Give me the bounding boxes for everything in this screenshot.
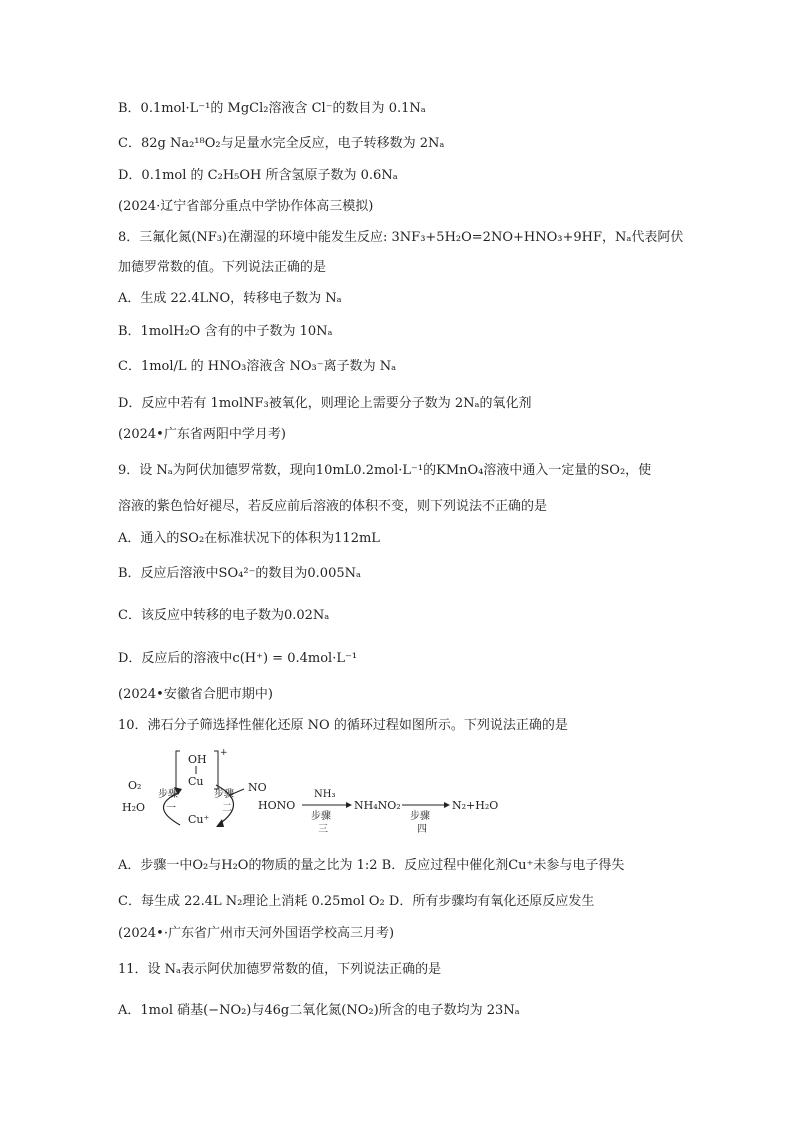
q7-option-c: C．82g Na₂¹⁸O₂与足量水完全反应，电子转移数为 2Nₐ xyxy=(118,136,445,151)
source-q10: (2024•安徽省合肥市期中) xyxy=(118,687,273,702)
hono-label: HONO xyxy=(258,799,296,812)
source-q9: (2024•广东省两阳中学月考) xyxy=(118,427,286,442)
q9-option-d: D．反应后的溶液中c(H⁺) = 0.4mol·L⁻¹ xyxy=(118,651,358,666)
step2-arrowhead xyxy=(216,819,224,827)
source-q11: (2024•·广东省广州市天河外国语学校高三月考) xyxy=(118,926,395,941)
source-q8: (2024·辽宁省部分重点中学协作体高三模拟) xyxy=(118,199,374,214)
q8-option-d: D．反应中若有 1molNF₃被氧化，则理论上需要分子数为 2Nₐ的氧化剂 xyxy=(118,396,532,411)
q9-stem-cont: 溶液的紫色恰好褪尽，若反应前后溶液的体积不变，则下列说法不正确的是 xyxy=(118,499,548,514)
step2-label-bottom: 二 xyxy=(222,803,232,814)
step3-arrowhead xyxy=(346,802,352,808)
no-label: NO xyxy=(248,781,267,794)
h2o-label: H₂O xyxy=(122,801,146,814)
nh4no2-label: NH₄NO₂ xyxy=(354,799,401,812)
complex-bracket-right xyxy=(214,751,218,789)
q11-option-a: A．1mol 硝基(−NO₂)与46g二氧化氮(NO₂)所含的电子数均为 23Nₐ xyxy=(118,1003,520,1018)
q7-option-d: D．0.1mol 的 C₂H₅OH 所含氢原子数为 0.6Nₐ xyxy=(118,168,398,183)
catalytic-cycle-diagram xyxy=(118,745,498,835)
q9-stem: 9．设 Nₐ为阿伏加德罗常数，现向10mL0.2mol·L⁻¹的KMnO₄溶液中通入一定量的SO₂，使 xyxy=(118,463,652,478)
step3-label-top: 步骤 xyxy=(311,811,331,822)
q10-options-cd: C．每生成 22.4L N₂理论上消耗 0.25mol O₂ D．所有步骤均有氧化还原反应发生 xyxy=(118,894,595,909)
q9-option-a: A．通入的SO₂在标准状况下的体积为112mL xyxy=(118,531,380,546)
q8-option-b: B．1molH₂O 含有的中子数为 10Nₐ xyxy=(118,324,333,339)
q11-stem: 11．设 Nₐ表示阿伏加德罗常数的值，下列说法正确的是 xyxy=(118,962,442,977)
oh-label: OH xyxy=(188,753,207,766)
q10-stem: 10．沸石分子筛选择性催化还原 NO 的循环过程如图所示。下列说法正确的是 xyxy=(118,718,568,733)
cu-label: Cu xyxy=(188,775,204,788)
q8-option-c: C．1mol/L 的 HNO₃溶液含 NO₃⁻离子数为 Nₐ xyxy=(118,359,397,374)
product-label: N₂+H₂O xyxy=(452,799,498,812)
step3-label-bottom: 三 xyxy=(318,824,328,835)
cu-plus-label: Cu⁺ xyxy=(188,813,210,826)
q7-option-b: B．0.1mol·L⁻¹的 MgCl₂溶液含 Cl⁻的数目为 0.1Nₐ xyxy=(118,101,426,116)
complex-bracket-left xyxy=(176,751,180,789)
step4-label-top: 步骤 xyxy=(410,811,430,822)
step1-label-top: 步骤 xyxy=(158,789,178,800)
step2-label-top: 步骤 xyxy=(214,789,234,800)
q9-option-c: C．该反应中转移的电子数为0.02Nₐ xyxy=(118,608,330,623)
q8-option-a: A．生成 22.4LNO，转移电子数为 Nₐ xyxy=(118,291,342,306)
q9-option-b: B．反应后溶液中SO₄²⁻的数目为0.005Nₐ xyxy=(118,566,362,581)
step4-arrowhead xyxy=(444,802,450,808)
complex-charge: + xyxy=(220,748,228,758)
q8-stem: 8．三氟化氮(NF₃)在潮湿的环境中能发生反应: 3NF₃+5H₂O=2NO+HNO₃+9HF，Nₐ代表阿伏 xyxy=(118,230,684,245)
q8-stem-cont: 加德罗常数的值。下列说法正确的是 xyxy=(118,260,327,275)
step4-label-bottom: 四 xyxy=(417,824,427,835)
nh3-label: NH₃ xyxy=(314,789,336,800)
o2-label: O₂ xyxy=(128,779,142,792)
q10-options-ab: A．步骤一中O₂与H₂O的物质的量之比为 1:2 B．反应过程中催化剂Cu⁺未参与电子得失 xyxy=(118,858,625,873)
step1-label-bottom: 一 xyxy=(166,803,176,814)
